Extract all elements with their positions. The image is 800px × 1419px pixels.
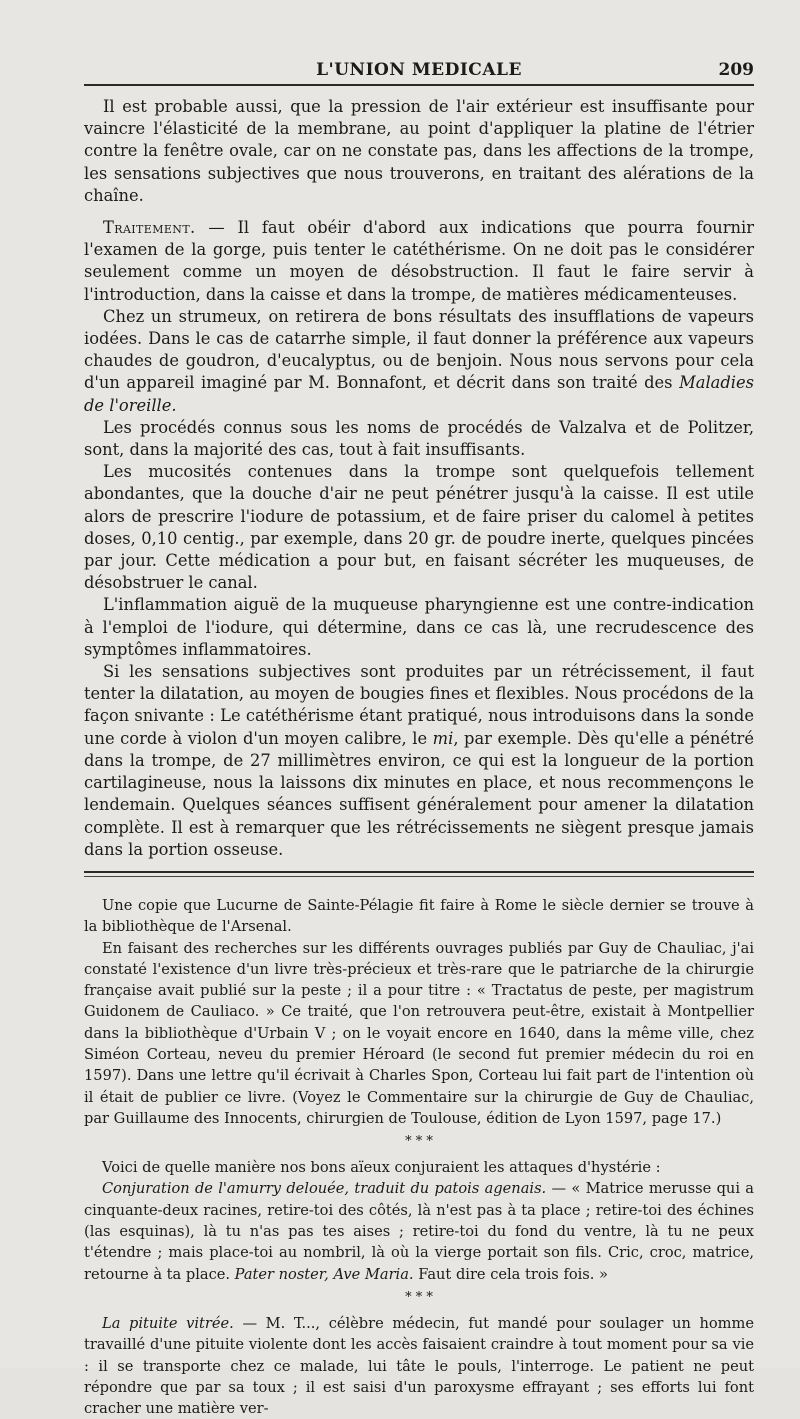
sensations-text-a: Si les sensations subjectives sont produites par un rétrécissement, il faut tenter la dilatation, au moyen de bougies fines et flexibles. Nous procédons de la façon snivante : Le catéthérisme étant pratiqué, nous introduisons dans la sonde une corde à violon d'un moyen calibre, le bbox=[84, 662, 754, 748]
pituite-text: — M. T..., célèbre médecin, fut mandé pour soulager un homme travaillé d'une pituite violente dont les accès faisaient craindre à tout moment pour sa vie : il se transporte chez ce malade, lui tâte le pouls, l'interroge. Le patient ne peut répondre que par sa toux ; il est saisi d'un paroxysme effrayant ; ses efforts lui font cracher une matière ver- bbox=[84, 1314, 754, 1418]
paragraph-pressure: Il est probable aussi, que la pression de l'air extérieur est insuffisante pour vaincre l'élasticité de la membrane, au point d'appliquer la platine de l'étrier contre la fenêtre ovale, car on ne constate pas, dans les affections de la trompe, les sensations subjectives que nous trouverons, en traitant des alérations de la chaîne. bbox=[84, 97, 754, 205]
paragraph-sensations bbox=[84, 661, 754, 861]
note-conjuration bbox=[84, 1178, 754, 1284]
conjuration-text-a: — « Matrice merusse qui a cinquante-deux racines, retire-toi des côtés, là n'est pas à ta place ; retire-toi des échines (las esquinas), là tu n'as pas tes aises ; retire-toi du fond du ventre, là tu ne peux t'étendre ; mais place-toi au nombril, là où la vierge portait son fils. Cric, croc, matrice, retourne à ta place. bbox=[84, 1180, 754, 1283]
note-chauliac: En faisant des recherches sur les différents ouvrages publiés par Guy de Chauliac, j'ai constaté l'existence d'un livre très-précieux et très-rare que le patriarche de la chirurgie française avait publié sur la peste ; il a pour titre : « Tractatus de peste, per magistrum Guidonem de Cauliaco. » Ce traité, que l'on retrouvera peut-être, existait à Montpellier dans la bibliothèque d'Urbain V ; on le voyait encore en 1640, dans la même ville, chez Siméon Corteau, neveu du premier Héroard (le second fut premier médecin du roi en 1597). Dans une lettre qu'il écrivait à Charles Spon, Corteau lui fait part de l'intention où il était de publier ce livre. (Voyez le Commentaire sur la chirurgie de Guy de Chauliac, par Guillaume des Innocents, chirurgien de Toulouse, édition de Lyon 1597, page 17.) bbox=[84, 939, 754, 1127]
section-divider bbox=[84, 871, 754, 877]
pituite-title: La pituite vitrée. bbox=[102, 1314, 234, 1332]
conjuration-title: Conjuration de l'amurry delouée, traduit du patois agenais. bbox=[102, 1180, 547, 1198]
note-lucurne: Une copie que Lucurne de Sainte-Pélagie fit faire à Rome le siècle dernier se trouve à la bibliothèque de l'Arsenal. bbox=[84, 896, 754, 936]
note-hysterie-intro: Voici de quelle manière nos bons aïeux conjuraient les attaques d'hystérie : bbox=[102, 1159, 661, 1177]
paragraph-inflammation: L'inflammation aiguë de la muqueuse pharyngienne est une contre-indication à l'emploi de l'iodure, qui détermine, dans ce cas là, une recrudescence des symptômes inflammatoires. bbox=[84, 595, 754, 659]
asterism-1: * * * bbox=[405, 1134, 433, 1150]
note-pituite bbox=[84, 1313, 754, 1419]
mi-word: mi bbox=[432, 728, 454, 748]
strumeux-text: Chez un strumeux, on retirera de bons résultats des insufflations de vapeurs iodées. Dans le cas de catarrhe simple, il faut donner la préférence aux vapeurs chaudes de goudron, d'eucalyptus, ou de benjoin. Nous nous servons pour cela d'un appareil imaginé par M. Bonnafont, et décrit dans son traité des bbox=[84, 306, 754, 393]
paragraph-procedes: Les procédés connus sous les noms de procédés de Valzalva et de Politzer, sont, dans la majorité des cas, tout à fait insuffisants. bbox=[84, 417, 754, 460]
traitement-text: — Il faut obéir d'abord aux indications que pourra fournir l'examen de la gorge, puis tenter le catéthérisme. On ne doit pas le considérer seulement comme un moyen de désobstruction. Il faut le faire servir à l'introduction, dans la caisse et dans la trompe, de matières médicamenteuses. bbox=[84, 218, 754, 304]
maladies-title: Maladies de l'oreille. bbox=[84, 373, 754, 415]
paragraph-traitement bbox=[84, 217, 754, 306]
asterism-2: * * * bbox=[405, 1289, 433, 1305]
paragraph-mucosites: Les mucosités contenues dans la trompe sont quelquefois tellement abondantes, que la douche d'air ne peut pénétrer jusqu'à la caisse. Il est utile alors de prescrire l'iodure de potassium, et de faire priser du calomel à petites doses, 0,10 centig., par exemple, dans 20 gr. de poudre inerte, quelques pincées par jour. Cette médication a pour but, en faisant sécréter les muqueuses, de désobstruer le canal. bbox=[84, 462, 754, 593]
page-header bbox=[84, 54, 754, 86]
paragraph-strumeux bbox=[84, 306, 754, 417]
pater-noster: Pater noster, Ave Maria. bbox=[234, 1265, 414, 1283]
main-text bbox=[84, 96, 754, 861]
running-title: L'UNION MEDICALE bbox=[316, 60, 522, 80]
conjuration-text-b: Faut dire cela trois fois. » bbox=[413, 1265, 608, 1283]
sensations-text-b: , par exemple. Dès qu'elle a pénétré dans la trompe, de 27 millimètres environ, ce qui est la longueur de la portion cartilagineuse, nous la laissons dix minutes en place, et nous recommençons le lendemain. Quelques séances suffisent généralement pour amener la dilatation complète. Il est à remarquer que les rétrécissements ne siègent presque jamais dans la portion osseuse. bbox=[84, 728, 754, 859]
feuilleton-notes bbox=[84, 895, 754, 1419]
traitement-heading: Traitement. bbox=[103, 218, 196, 238]
page-number: 209 bbox=[718, 60, 754, 80]
